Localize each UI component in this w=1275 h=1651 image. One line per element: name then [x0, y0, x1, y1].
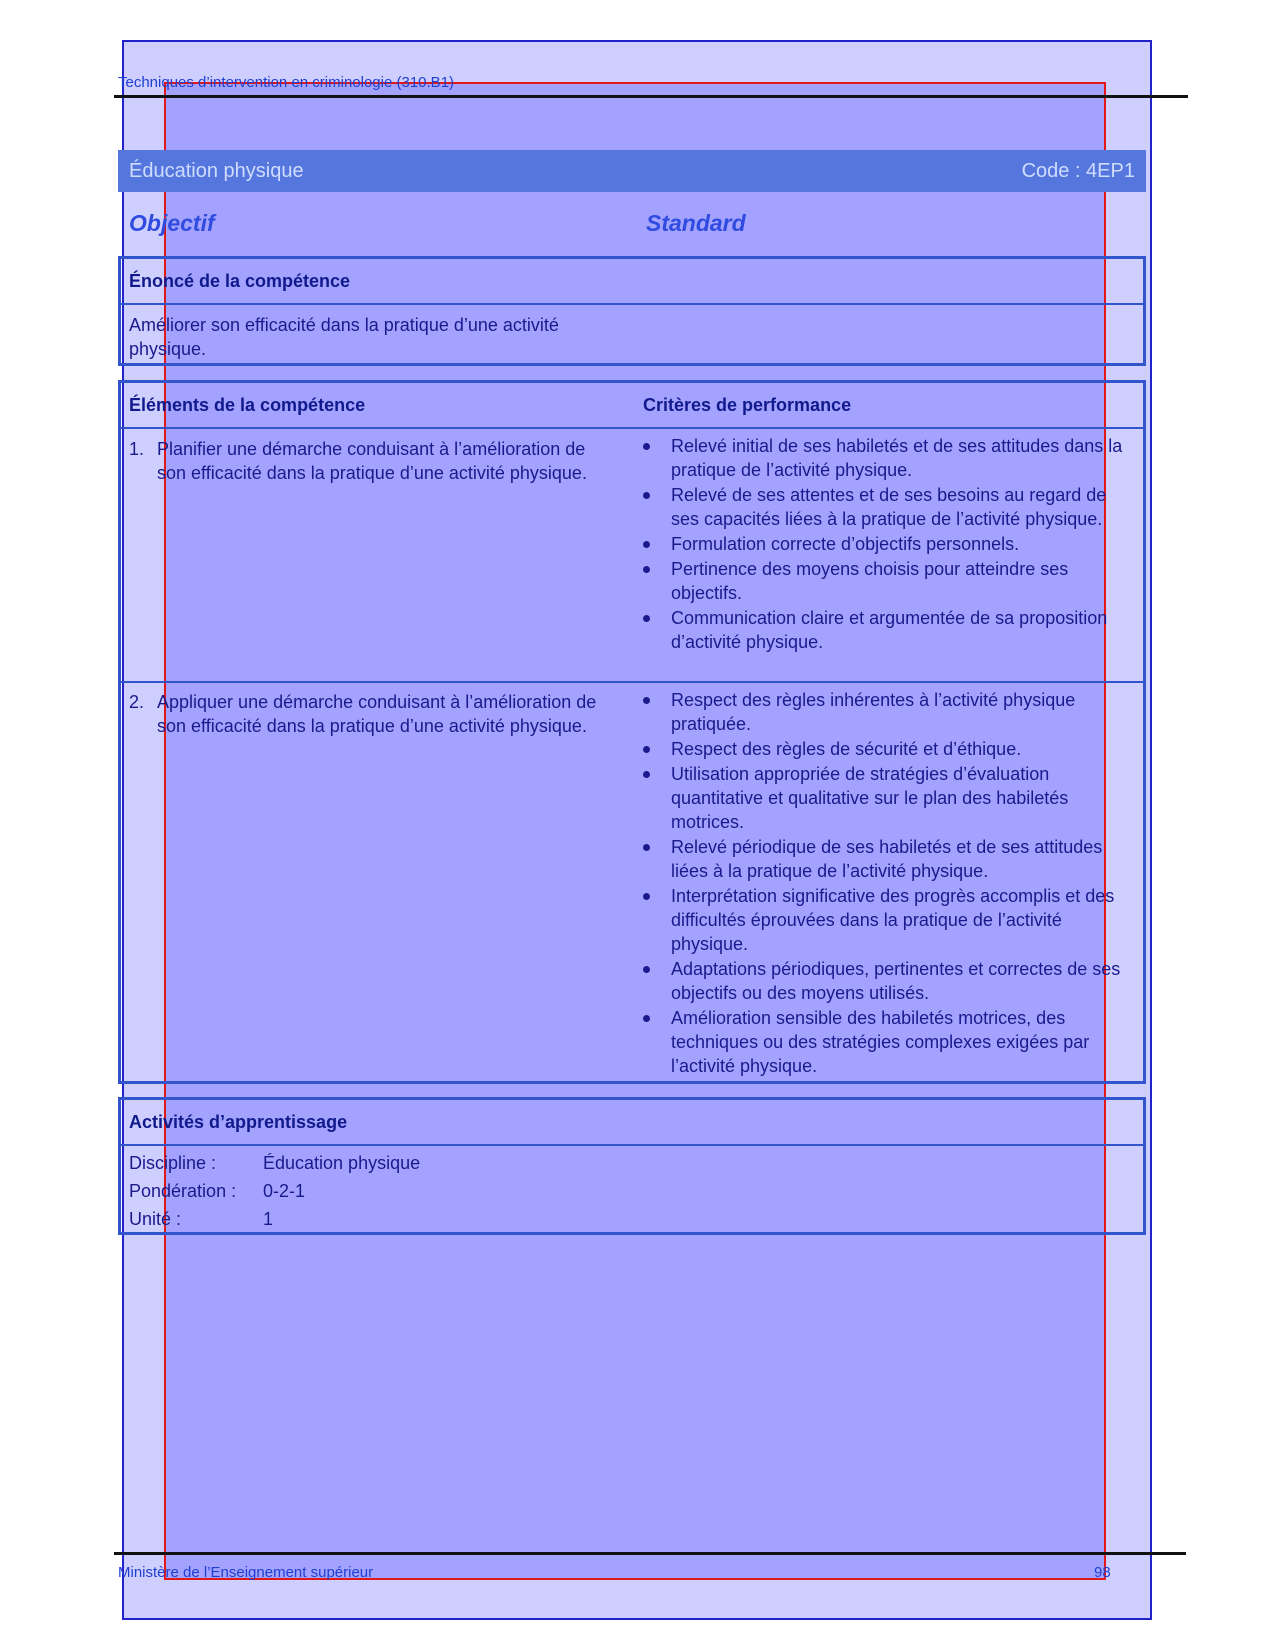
criterion-text: Relevé initial de ses habiletés et de ses attitudes dans la pratique de l’activité physique. — [671, 436, 1123, 480]
bullet-icon — [643, 844, 650, 851]
activities-heading: Activités d’apprentissage — [129, 1112, 348, 1132]
discipline-row — [129, 1151, 420, 1175]
element-2 — [129, 690, 599, 738]
ponderation-label: Pondération : — [129, 1181, 237, 1201]
competence-heading: Énoncé de la compétence — [129, 271, 351, 291]
course-title: Éducation physique — [129, 160, 304, 182]
criterion-text: Formulation correcte d’objectifs personnels. — [671, 534, 1020, 554]
criteria-list-1 — [643, 434, 1127, 655]
criteria-heading: Critères de performance — [643, 395, 852, 415]
criterion-text: Adaptations périodiques, pertinentes et correctes de ses objectifs ou des moyens utilisés. — [671, 959, 1121, 1003]
footer-rule — [114, 1552, 1186, 1555]
row-divider — [121, 681, 1143, 683]
ponderation-row — [129, 1179, 305, 1203]
criterion-text: Relevé de ses attentes et de ses besoins au regard de ses capacités liées à la pratique de l’activité physique. — [671, 485, 1107, 529]
criterion-text: Respect des règles inhérentes à l’activité physique pratiquée. — [671, 690, 1076, 734]
bullet-icon — [643, 566, 650, 573]
unite-row — [129, 1207, 273, 1231]
criterion-item — [643, 884, 1127, 956]
ponderation-value: 0-2-1 — [263, 1181, 306, 1201]
competence-section — [118, 256, 1146, 366]
criterion-item — [643, 835, 1127, 883]
element-text: Appliquer une démarche conduisant à l’amélioration de son efficacité dans la pratique d’une activité physique. — [157, 692, 597, 736]
bullet-icon — [643, 492, 650, 499]
criterion-text: Relevé périodique de ses habiletés et de ses attitudes liées à la pratique de l’activité physique. — [671, 837, 1103, 881]
list-item — [129, 437, 599, 485]
criterion-item — [643, 957, 1127, 1005]
element-number: 1. — [129, 439, 145, 459]
criterion-item — [643, 434, 1127, 482]
criteria-list-2 — [643, 688, 1127, 1079]
criterion-item — [643, 688, 1127, 736]
course-title-bar — [118, 150, 1146, 192]
bullet-icon — [643, 443, 650, 450]
bullet-icon — [643, 966, 650, 973]
footer-ministry: Ministère de l’Enseignement supérieur — [118, 1564, 374, 1581]
objectif-heading: Objectif — [129, 210, 215, 236]
criterion-item — [643, 737, 1127, 761]
criterion-item — [643, 606, 1127, 654]
criterion-item — [643, 532, 1127, 556]
header-rule — [114, 95, 1188, 98]
criterion-item — [643, 557, 1127, 605]
criterion-text: Pertinence des moyens choisis pour atteindre ses objectifs. — [671, 559, 1069, 603]
bullet-icon — [643, 893, 650, 900]
course-code: Code : 4EP1 — [1021, 160, 1135, 182]
competence-text: Améliorer son efficacité dans la pratique d’une activité physique. — [129, 315, 559, 359]
elements-heading: Éléments de la compétence — [129, 395, 366, 415]
bullet-icon — [643, 1015, 650, 1022]
elements-section — [118, 380, 1146, 1084]
unite-value: 1 — [263, 1209, 274, 1229]
discipline-value: Éducation physique — [263, 1153, 421, 1173]
page-number: 98 — [1094, 1564, 1111, 1581]
standard-heading: Standard — [646, 210, 746, 236]
activities-section — [118, 1097, 1146, 1235]
unite-label: Unité : — [129, 1209, 182, 1229]
element-number: 2. — [129, 692, 145, 712]
running-header: Techniques d’intervention en criminologie (310.B1) — [118, 74, 455, 91]
bullet-icon — [643, 541, 650, 548]
bullet-icon — [643, 771, 650, 778]
criterion-text: Amélioration sensible des habiletés motrices, des techniques ou des stratégies complexes exigées par l’activité physique. — [671, 1008, 1090, 1076]
criterion-text: Interprétation significative des progrès accomplis et des difficultés éprouvées dans la pratique de l’activité physique. — [671, 886, 1115, 954]
element-1 — [129, 437, 599, 485]
criterion-text: Respect des règles de sécurité et d’éthique. — [671, 739, 1022, 759]
bullet-icon — [643, 615, 650, 622]
criterion-text: Communication claire et argumentée de sa proposition d’activité physique. — [671, 608, 1108, 652]
criterion-item — [643, 762, 1127, 834]
bullet-icon — [643, 746, 650, 753]
discipline-label: Discipline : — [129, 1153, 217, 1173]
bullet-icon — [643, 697, 650, 704]
element-text: Planifier une démarche conduisant à l’amélioration de son efficacité dans la pratique d’une activité physique. — [157, 439, 587, 483]
criterion-item — [643, 483, 1127, 531]
list-item — [129, 690, 599, 738]
criterion-text: Utilisation appropriée de stratégies d’évaluation quantitative et qualitative sur le plan des habiletés motrices. — [671, 764, 1069, 832]
criterion-item — [643, 1006, 1127, 1078]
